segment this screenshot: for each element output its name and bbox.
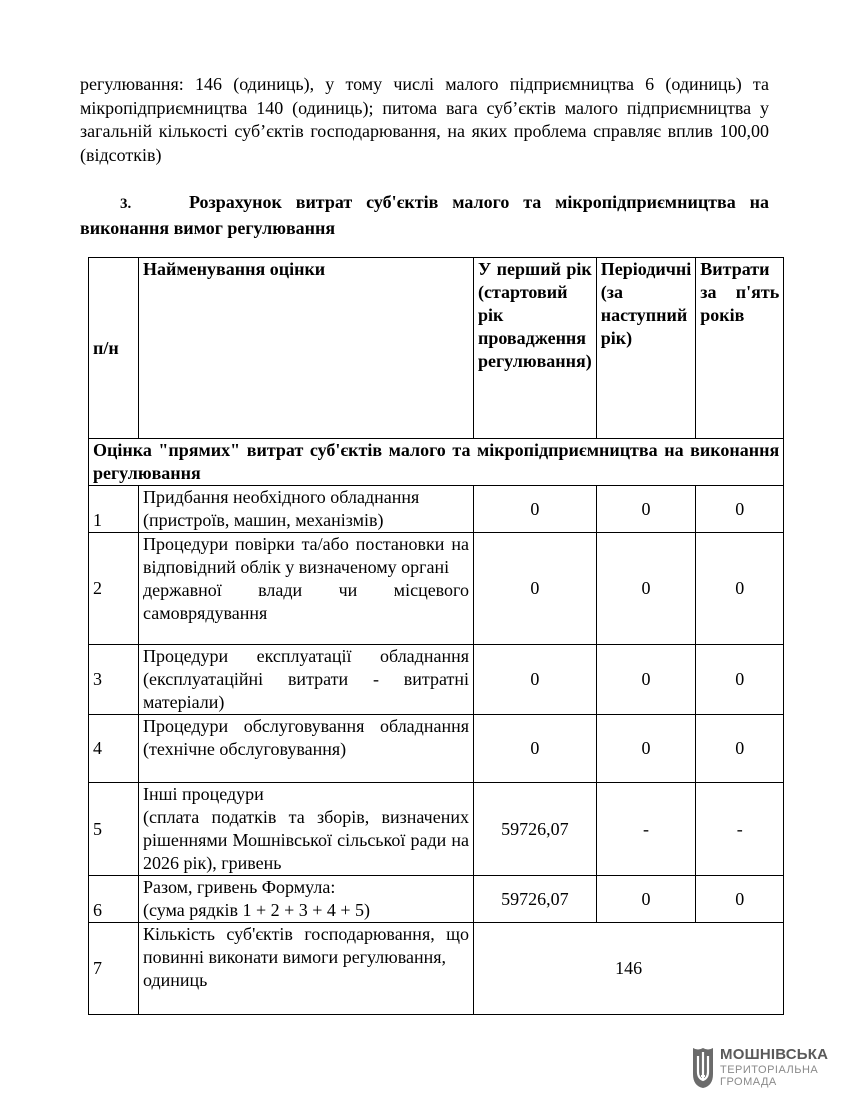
table-row: [89, 645, 784, 715]
row-number: 5: [89, 783, 139, 876]
row-number: 4: [89, 715, 139, 783]
community-logo: [690, 1046, 830, 1090]
row-name-line: Кількість суб'єктів господарювання, що повинні виконати вимоги регулювання,: [143, 924, 469, 967]
row-name: [139, 783, 474, 876]
section-heading: [80, 190, 769, 240]
row-first-year: 0: [474, 486, 597, 533]
table-row: [89, 715, 784, 783]
logo-line-2: ТЕРИТОРІАЛЬНА: [720, 1064, 819, 1076]
row-name-line: Процедури обслуговування обладнання: [143, 716, 469, 736]
header-first-year: У перший рік (стартовий рік провадження регулювання): [474, 258, 597, 439]
row-first-year: 59726,07: [474, 876, 597, 923]
row-periodic: 0: [596, 486, 695, 533]
logo-line-3: ГРОМАДА: [720, 1076, 777, 1088]
row-number: 3: [89, 645, 139, 715]
row-merged-value: 146: [474, 923, 784, 1015]
row-first-year: 0: [474, 715, 597, 783]
row-name-line: Інші процедури: [143, 784, 264, 804]
row-five-years: 0: [696, 645, 784, 715]
row-first-year: 0: [474, 533, 597, 645]
row-name-line: державної влади чи місцевого самоврядування: [143, 580, 469, 623]
table-row: [89, 876, 784, 923]
row-name-line: Придбання необхідного обладнання: [143, 487, 420, 507]
row-first-year: 0: [474, 645, 597, 715]
row-periodic: 0: [596, 533, 695, 645]
row-name: [139, 533, 474, 645]
row-number: 6: [89, 876, 139, 923]
header-periodic: Періодичні (за наступний рік): [596, 258, 695, 439]
table-header-row: [89, 258, 784, 439]
table-row: [89, 533, 784, 645]
row-name: [139, 715, 474, 783]
row-name: [139, 876, 474, 923]
row-name-line: одиниць: [143, 970, 208, 990]
intro-paragraph: регулювання: 146 (одиниць), у тому числі малого підприємництва 6 (одиниць) та мікропідприємництва 140 (одиниць); питома вага суб’єктів малого підприємництва у загальній кількості суб’єктів господарювання, на яких проблема справляє вплив 100,00 (відсотків): [80, 74, 769, 165]
row-five-years: 0: [696, 876, 784, 923]
logo-line-1: МОШНІВСЬКА: [720, 1046, 829, 1063]
costs-table: [88, 257, 784, 1015]
section-title: Розрахунок витрат суб'єктів малого та мікропідприємництва на виконання вимог регулювання: [80, 192, 769, 238]
row-name-line: (технічне обслуговування): [143, 739, 347, 759]
trident-icon: [690, 1046, 716, 1090]
row-name-line: Разом, гривень Формула:: [143, 877, 336, 897]
header-num: п/н: [89, 258, 139, 439]
row-name-line: (пристроїв, машин, механізмів): [143, 510, 384, 530]
row-number: 1: [89, 486, 139, 533]
row-periodic: 0: [596, 715, 695, 783]
row-name: [139, 645, 474, 715]
row-periodic: -: [596, 783, 695, 876]
row-five-years: 0: [696, 715, 784, 783]
row-name-line: Процедури експлуатації обладнання (експлуатаційні витрати - витратні матеріали): [143, 646, 469, 712]
row-five-years: 0: [696, 486, 784, 533]
table-row: [89, 783, 784, 876]
row-number: 7: [89, 923, 139, 1015]
subheader-cell: Оцінка "прямих" витрат суб'єктів малого та мікропідприємництва на виконання регулювання: [89, 439, 784, 486]
row-name: [139, 486, 474, 533]
table-subheader-row: [89, 439, 784, 486]
row-number: 2: [89, 533, 139, 645]
row-name-line: (сплата податків та зборів, визначених рішеннями Мошнівської сільської ради на 2026 рік), гривень: [143, 807, 469, 873]
section-number: 3.: [120, 196, 132, 212]
row-name: [139, 923, 474, 1015]
row-name-line: Процедури повірки та/або постановки на відповідний облік у визначеному органі: [143, 534, 469, 577]
header-five-years: Витрати за п'ять років: [696, 258, 784, 439]
row-name-line: (сума рядків 1 + 2 + 3 + 4 + 5): [143, 900, 371, 920]
row-periodic: 0: [596, 876, 695, 923]
row-five-years: 0: [696, 533, 784, 645]
row-five-years: -: [696, 783, 784, 876]
table-row: [89, 923, 784, 1015]
row-first-year: 59726,07: [474, 783, 597, 876]
header-name: Найменування оцінки: [139, 258, 474, 439]
row-periodic: 0: [596, 645, 695, 715]
table-row: [89, 486, 784, 533]
